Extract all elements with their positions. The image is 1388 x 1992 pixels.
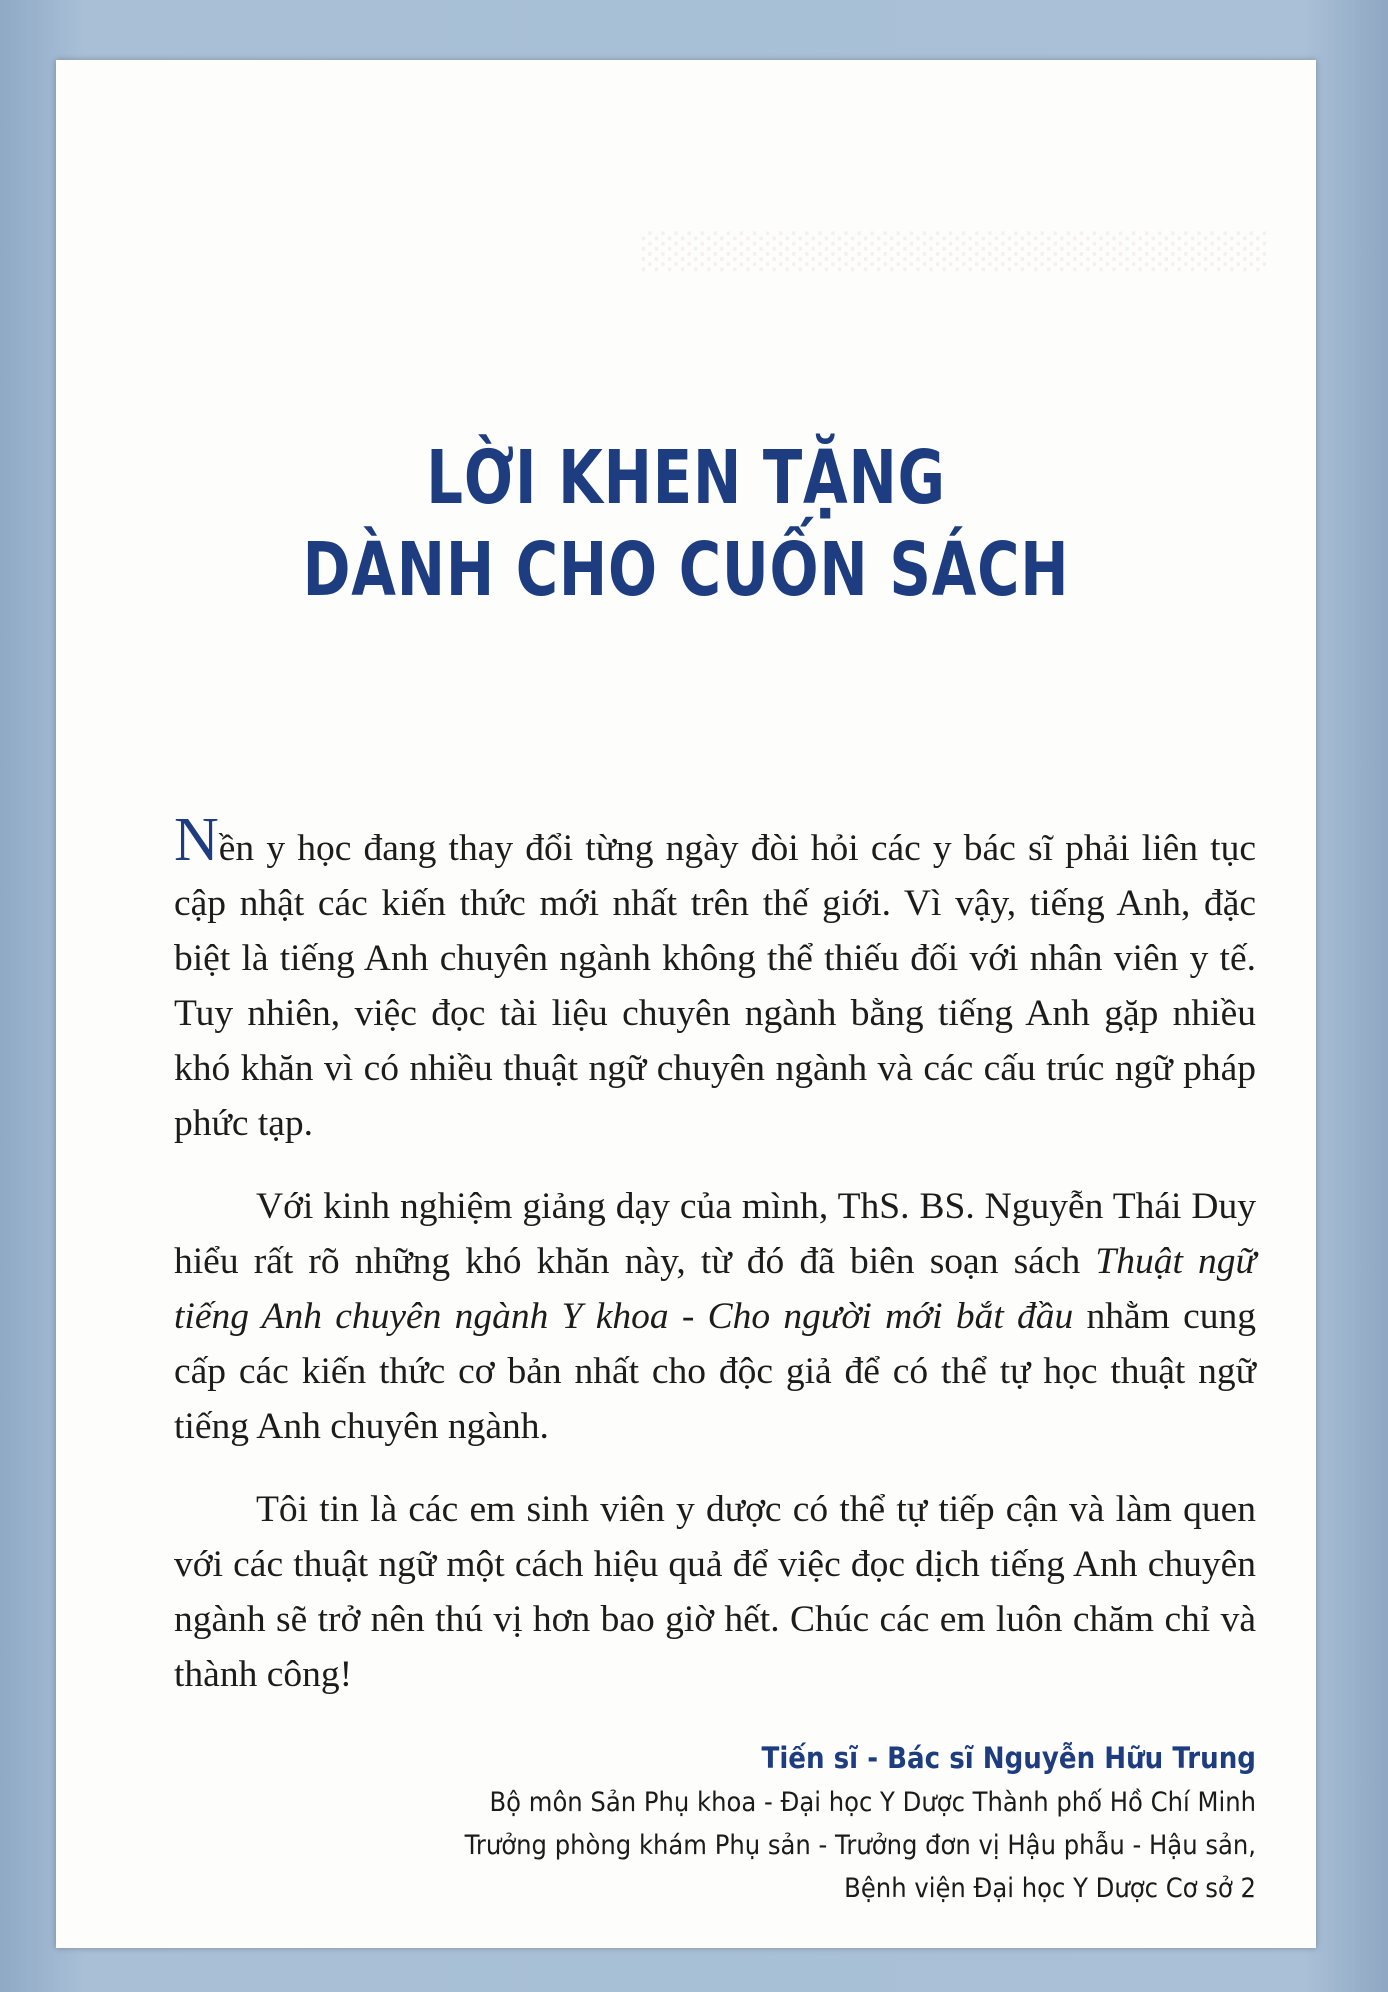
paragraph-2-intro: Với kinh nghiệm giảng dạy của mình, ThS. BS. Nguyễn Thái Duy hiểu rất rõ những khó khăn này, từ đó đã biên soạn sách	[174, 1186, 1256, 1282]
author-name: Tiến sĩ - Bác sĩ Nguyễn Hữu Trung	[761, 1741, 1256, 1775]
paragraph-2	[174, 1179, 1256, 1454]
paragraph-2-end: nhằm cung cấp các kiến thức cơ bản nhất cho độc giả để có thể tự học thuật ngữ tiếng Anh chuyên ngành.	[174, 1296, 1256, 1447]
author-affiliation-3: Bệnh viện Đại học Y Dược Cơ sở 2	[844, 1873, 1256, 1904]
title-line-2: DÀNH CHO CUỐN SÁCH	[302, 527, 1070, 613]
page-title	[195, 432, 1178, 616]
author-affiliation-2: Trưởng phòng khám Phụ sản - Trưởng đơn vị Hậu phẫu - Hậu sản,	[464, 1830, 1256, 1861]
book-page	[56, 60, 1316, 1948]
paragraph-3: Tôi tin là các em sinh viên y dược có thể tự tiếp cận và làm quen với các thuật ngữ một cách hiệu quả để việc đọc dịch tiếng Anh chuyên ngành sẽ trở nên thú vị hơn bao giờ hết. Chúc các em luôn chăm chỉ và thành công!	[174, 1489, 1256, 1695]
author-affiliation-1: Bộ môn Sản Phụ khoa - Đại học Y Dược Thành phố Hồ Chí Minh	[489, 1787, 1256, 1818]
book-title: Thuật ngữ tiếng Anh chuyên ngành Y khoa - Cho người mới bắt đầu	[174, 1241, 1256, 1337]
drop-cap: N	[174, 806, 219, 874]
praise-body	[174, 806, 1256, 1730]
title-line-1: LỜI KHEN TẶNG	[426, 435, 946, 521]
paragraph-1-text: ền y học đang thay đổi từng ngày đòi hỏi các y bác sĩ phải liên tục cập nhật các kiến thức mới nhất trên thế giới. Vì vậy, tiếng Anh, đặc biệt là tiếng Anh chuyên ngành không thể thiếu đối với nhân viên y tế. Tuy nhiên, việc đọc tài liệu chuyên ngành bằng tiếng Anh gặp nhiều khó khăn vì có nhiều thuật ngữ chuyên ngành và các cấu trúc ngữ pháp phức tạp.	[174, 828, 1256, 1144]
show-through-texture: ░░░░░░░░░░░░░░░░░░░░░░░░	[638, 232, 1266, 272]
paragraph-1	[174, 806, 1256, 1151]
signature-block	[156, 1735, 1256, 1910]
